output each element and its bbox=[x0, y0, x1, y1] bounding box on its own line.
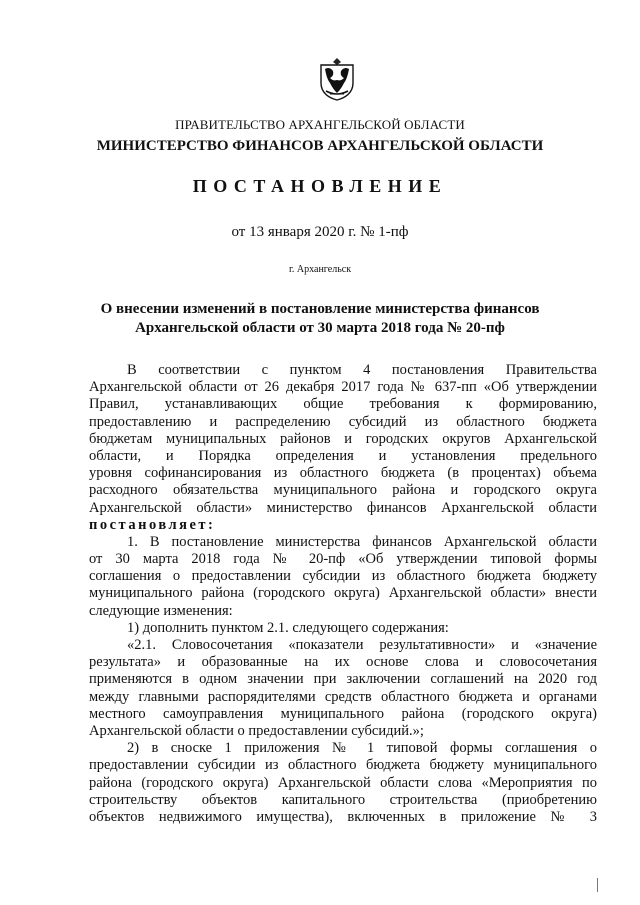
decrees-word: постановляет: bbox=[89, 516, 216, 533]
body-line: следующие изменения: bbox=[89, 602, 233, 619]
document-type: ПОСТАНОВЛЕНИЕ bbox=[192, 176, 448, 196]
body-line: объектов недвижимого имущества), включенных в приложение № 3 bbox=[89, 808, 597, 825]
ministry-name: МИНИСТЕРСТВО ФИНАНСОВ АРХАНГЕЛЬСКОЙ ОБЛАСТИ bbox=[96, 138, 544, 154]
scan-mark bbox=[597, 878, 598, 892]
body-line: от 30 марта 2018 года № 20-пф «Об утверждении типовой формы bbox=[89, 551, 597, 568]
body-line: уровня софинансирования из областного бюджета (в процентах) объема bbox=[89, 465, 597, 482]
body-line: Правил, устанавливающих общие требования к формированию, bbox=[89, 396, 597, 413]
title-line: О внесении изменений в постановление министерства финансов bbox=[100, 301, 540, 317]
body-line: расходного обязательства муниципального района и городского округа bbox=[89, 482, 597, 499]
document-title bbox=[0, 300, 640, 338]
body-line: применяются в одном значении при заключении соглашений на 2020 год bbox=[89, 671, 597, 688]
body-line: Архангельской области» министерство финансов Архангельской области bbox=[89, 499, 597, 516]
body-line: района (городского округа) Архангельской области слова «Мероприятия по bbox=[89, 774, 597, 791]
date-and-number: от 13 января 2020 г. № 1-пф bbox=[231, 224, 409, 240]
document-body bbox=[89, 362, 597, 826]
body-line: Архангельской области от 26 декабря 2017 года № 637-пп «Об утверждении bbox=[89, 379, 597, 396]
body-line: строительству объектов капитального строительства (приобретению bbox=[89, 791, 597, 808]
body-line: предоставлении субсидии из областного бюджета бюджету муниципального bbox=[89, 757, 597, 774]
body-line: 1) дополнить пунктом 2.1. следующего содержания: bbox=[127, 619, 449, 636]
body-line: 2) в сноске 1 приложения № 1 типовой формы соглашения о bbox=[127, 740, 597, 757]
body-line: соглашения о предоставлении субсидии из областного бюджета бюджету bbox=[89, 568, 597, 585]
body-line: между главными распорядителями средств областного бюджета и органами bbox=[89, 688, 597, 705]
body-line: местного самоуправления муниципального района (городского округа) bbox=[89, 705, 597, 722]
body-line: результата» и образованные на их основе слова и словосочетания bbox=[89, 654, 597, 671]
body-line: муниципального района (городского округа) Архангельской области» внести bbox=[89, 585, 597, 602]
body-line: 1. В постановление министерства финансов Архангельской области bbox=[127, 533, 597, 550]
body-line: области, и Порядка определения и установления предельного bbox=[89, 447, 597, 464]
government-name: ПРАВИТЕЛЬСТВО АРХАНГЕЛЬСКОЙ ОБЛАСТИ bbox=[175, 117, 465, 132]
body-line: «2.1. Словосочетания «показатели результативности» и «значение bbox=[127, 637, 597, 653]
body-line: Архангельской области о предоставлении субсидий.»; bbox=[89, 722, 424, 739]
city-name: г. Архангельск bbox=[288, 264, 352, 275]
body-line: В соответствии с пунктом 4 постановления Правительства bbox=[127, 362, 597, 378]
coat-of-arms-emblem bbox=[318, 57, 356, 101]
body-line: предоставлению и распределению субсидий из областного бюджета bbox=[89, 413, 597, 430]
body-line: бюджетам муниципальных районов и городских округов Архангельской bbox=[89, 430, 597, 447]
decree-line bbox=[89, 517, 597, 534]
title-line: Архангельской области от 30 марта 2018 года № 20-пф bbox=[135, 320, 505, 336]
